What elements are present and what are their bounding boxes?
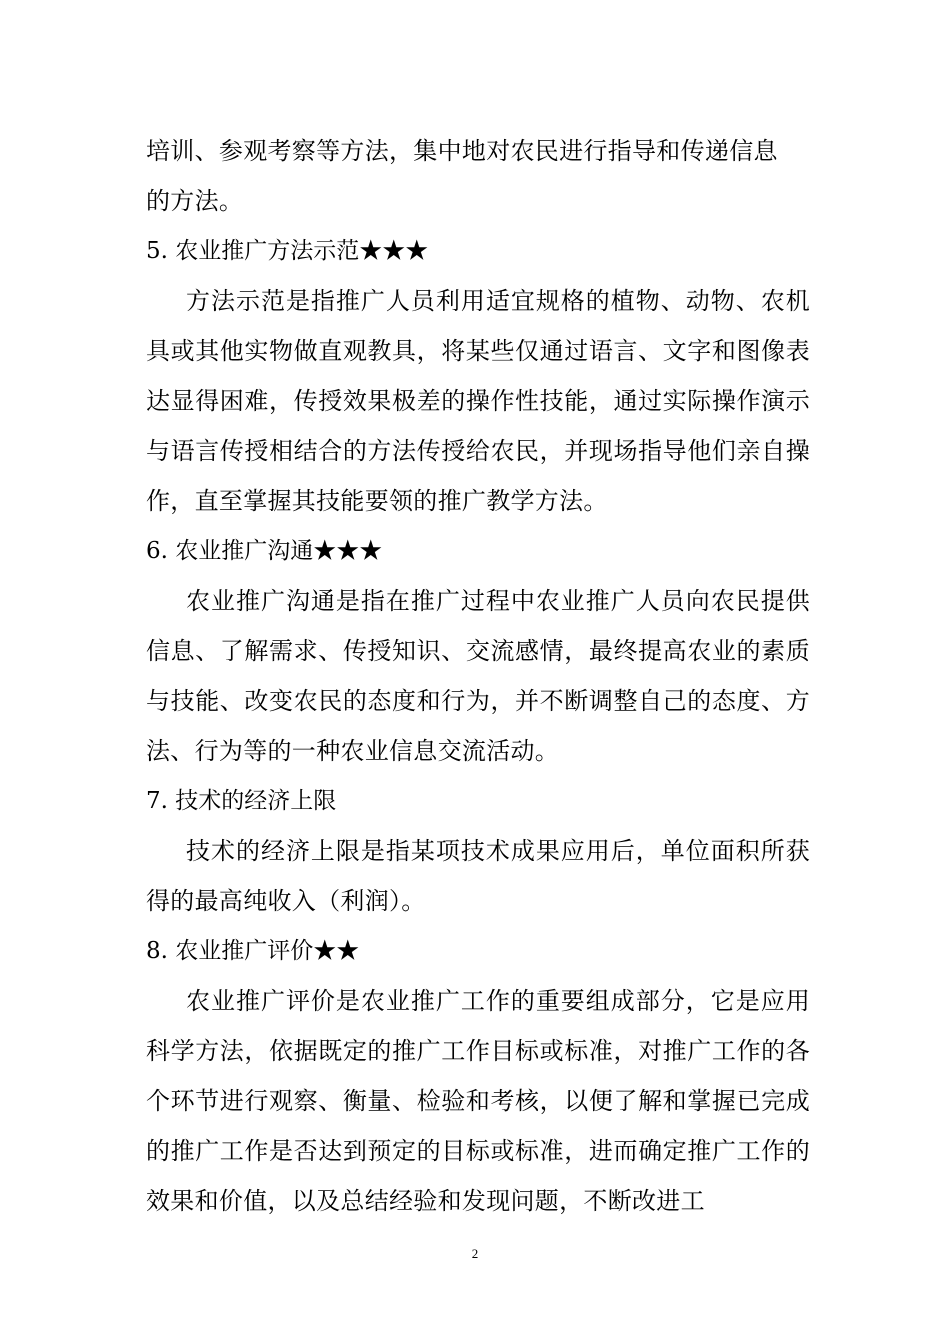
section-heading-7: 7. 技术的经济上限: [146, 788, 337, 814]
section-paragraph-8: 农业推广评价是农业推广工作的重要组成部分，它是应用科学方法，依据既定的推广工作目标或标准，对推广工作的各个环节进行观察、衡量、检验和考核，以便了解和掌握已完成的推广工作是否达到预定的目标或标准，进而确定推广工作的效果和价值，以及总结经验和发现问题，不断改进工: [146, 987, 810, 1215]
continuation-line-1: 培训、参观考察等方法，集中地对农民进行指导和传递信息: [146, 137, 778, 165]
section-paragraph-7: 技术的经济上限是指某项技术成果应用后，单位面积所获得的最高纯收入（利润）。: [146, 837, 810, 915]
continuation-line-2: 的方法。: [146, 187, 244, 215]
section-heading-6: 6. 农业推广沟通★★★: [146, 538, 383, 564]
section-heading-8: 8. 农业推广评价★★: [146, 938, 360, 964]
section-heading-5: 5. 农业推广方法示范★★★: [146, 238, 429, 264]
page-number: 2: [471, 1246, 479, 1261]
document-page: [146, 126, 810, 1226]
section-paragraph-5: 方法示范是指推广人员利用适宜规格的植物、动物、农机具或其他实物做直观教具，将某些仅通过语言、文字和图像表达显得困难，传授效果极差的操作性技能，通过实际操作演示与语言传授相结合的方法传授给农民，并现场指导他们亲自操作，直至掌握其技能要领的推广教学方法。: [146, 287, 810, 515]
section-paragraph-6: 农业推广沟通是指在推广过程中农业推广人员向农民提供信息、了解需求、传授知识、交流感情，最终提高农业的素质与技能、改变农民的态度和行为，并不断调整自己的态度、方法、行为等的一种农业信息交流活动。: [146, 587, 810, 765]
